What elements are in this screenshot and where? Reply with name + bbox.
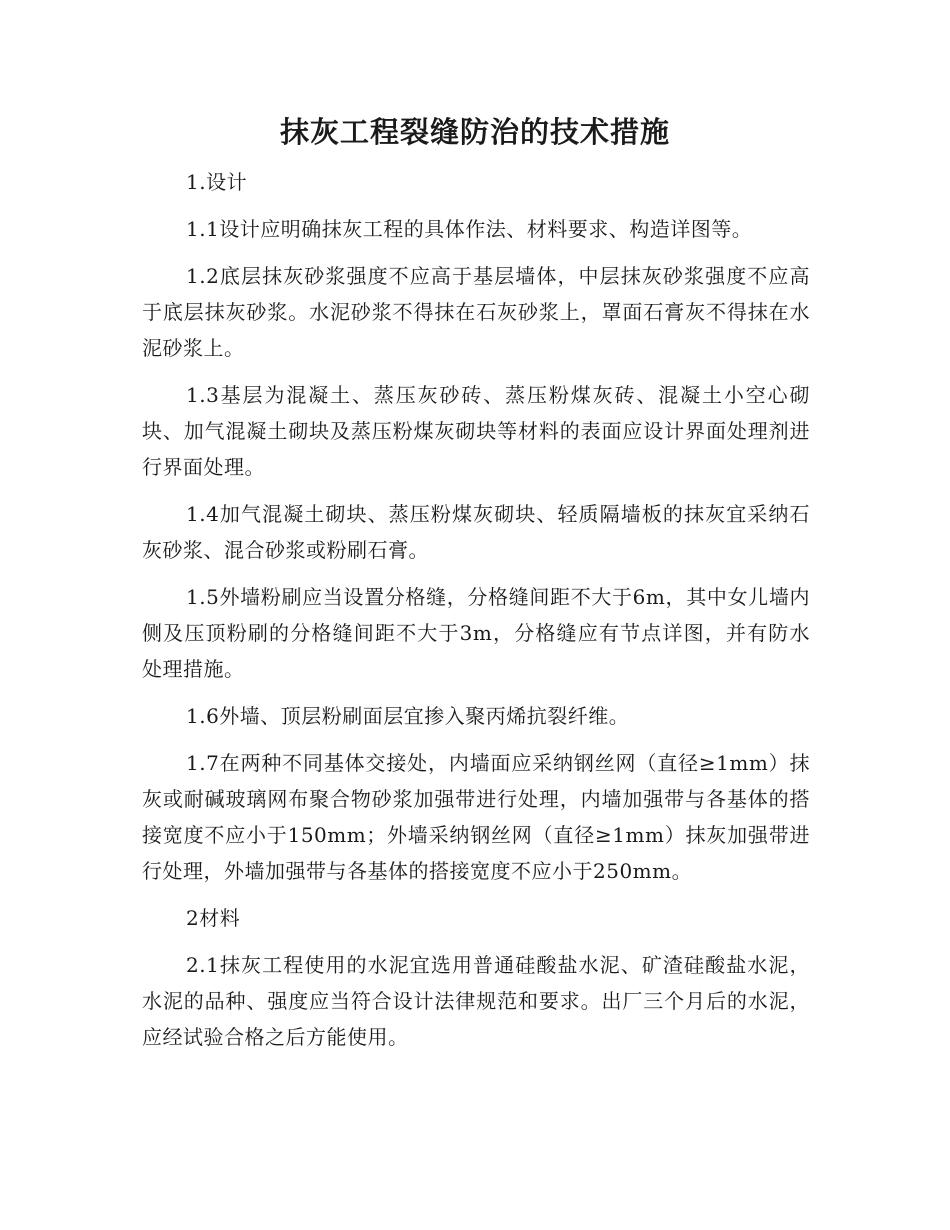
- paragraph-1-4: 1.4加气混凝土砌块、蒸压粉煤灰砌块、轻质隔墙板的抹灰宜采纳石灰砂浆、混合砂浆或粉刷石膏。: [142, 502, 810, 562]
- paragraph-1-1: 1.1设计应明确抹灰工程的具体作法、材料要求、构造详图等。: [186, 217, 753, 241]
- section-heading-design: 1.设计: [186, 170, 248, 194]
- paragraph-1-2: 1.2底层抹灰砂浆强度不应高于基层墙体，中层抹灰砂浆强度不应高于底层抹灰砂浆。水泥砂浆不得抹在石灰砂浆上，罩面石膏灰不得抹在水泥砂浆上。: [142, 264, 810, 360]
- paragraph-2-1: 2.1抹灰工程使用的水泥宜选用普通硅酸盐水泥、矿渣硅酸盐水泥，水泥的品种、强度应当符合设计法律规范和要求。出厂三个月后的水泥，应经试验合格之后方能使用。: [142, 953, 810, 1049]
- document-title: 抹灰工程裂缝防治的技术措施: [279, 115, 670, 149]
- paragraph-1-7: 1.7在两种不同基体交接处，内墙面应采纳钢丝网（直径≥1mm）抹灰或耐碱玻璃网布聚合物砂浆加强带进行处理，内墙加强带与各基体的搭接宽度不应小于150mm；外墙采纳钢丝网（直径≥1mm）抹灰加强带进行处理，外墙加强带与各基体的搭接宽度不应小于250mm。: [142, 751, 810, 883]
- paragraph-1-3: 1.3基层为混凝土、蒸压灰砂砖、蒸压粉煤灰砖、混凝土小空心砌块、加气混凝土砌块及蒸压粉煤灰砌块等材料的表面应设计界面处理剂进行界面处理。: [142, 383, 810, 479]
- paragraph-1-6: 1.6外墙、顶层粉刷面层宜掺入聚丙烯抗裂纤维。: [186, 704, 630, 728]
- section-heading-materials: 2材料: [186, 906, 241, 930]
- paragraph-1-5: 1.5外墙粉刷应当设置分格缝，分格缝间距不大于6m，其中女儿墙内侧及压顶粉刷的分格缝间距不大于3m，分格缝应有节点详图，并有防水处理措施。: [142, 585, 810, 681]
- document-body: [142, 164, 810, 1066]
